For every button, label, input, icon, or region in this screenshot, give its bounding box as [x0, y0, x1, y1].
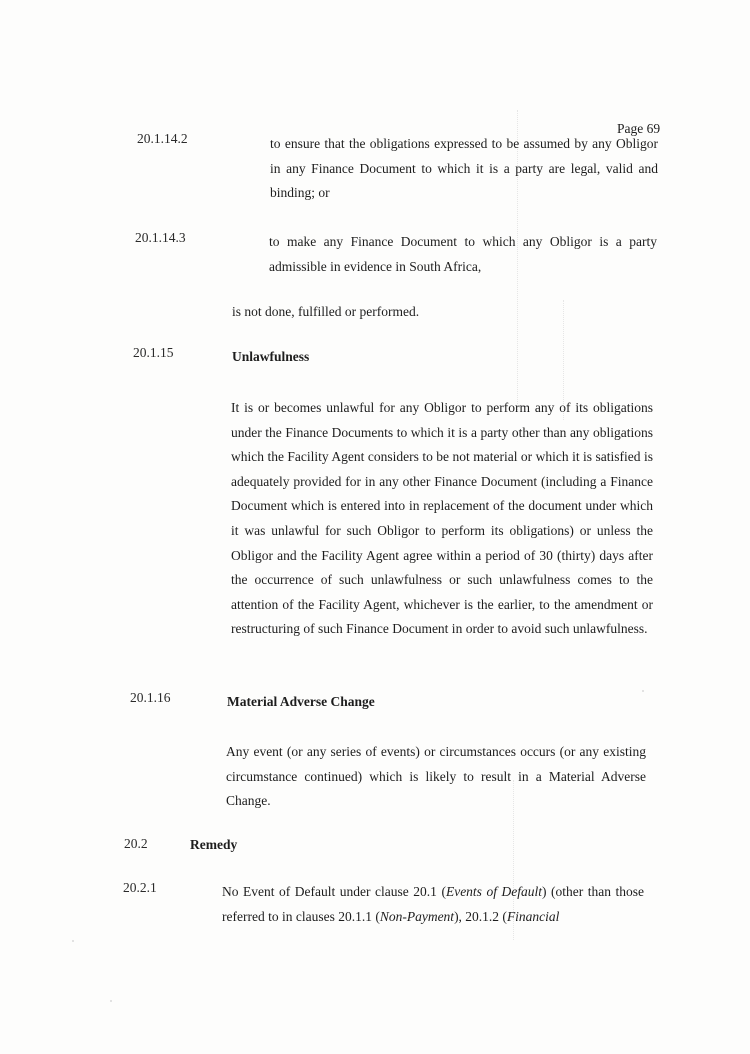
remedy-text-part: No Event of Default under clause 20.1 ( [222, 884, 446, 899]
clause-reference: Events of Default [445, 884, 542, 899]
remedy-text-part: ), 20.1.2 ( [454, 908, 507, 924]
section-heading: Unlawfulness [232, 349, 310, 364]
clause-number: 20.2.1 [123, 880, 157, 895]
clause-reference: Financial [506, 908, 560, 924]
clause-number: 20.1.16 [130, 690, 171, 705]
section-heading: Material Adverse Change [227, 694, 375, 709]
section-text: It is or becomes unlawful for any Obligor to perform any of its obligations under the Finance Documents to which it is a party other than any obligations which the Facility Agent considers to be not material or which it is satisfied is adequately provided for in any other Finance Document (including a Finance Document which is entered into in replacement of the document under which it was unlawful for such Obligor to perform its obligations) or unless the Obligor and the Facility Agent agree within a period of 30 (thirty) days after the occurrence of such unlawfulness or such unlawfulness comes to the attention of the Facility Agent, whichever is the earlier, to the amendment or restructuring of such Finance Document in order to avoid such unlawfulness. [231, 400, 653, 637]
trailing-text: is not done, fulfilled or performed. [232, 304, 420, 319]
remedy-clause-text [222, 880, 644, 929]
scan-artifact [110, 1000, 112, 1002]
page-number: Page 69 [617, 121, 661, 136]
remedy-text-part: ) (other than those referred to in clauses 20.1.1 ( [222, 884, 645, 924]
section-heading: Remedy [190, 837, 238, 852]
scan-artifact [72, 940, 74, 942]
clause-number: 20.2 [124, 836, 148, 851]
clause-text: to ensure that the obligations expressed to be assumed by any Obligor in any Finance Document to which it is a party are legal, valid and binding; or [270, 136, 658, 201]
clause-number: 20.1.15 [133, 345, 174, 360]
section-text: Any event (or any series of events) or circumstances occurs (or any existing circumstance continued) which is likely to result in a Material Adverse Change. [226, 744, 646, 809]
clause-number: 20.1.14.2 [137, 131, 188, 146]
clause-number: 20.1.14.3 [135, 230, 186, 245]
clause-reference: Non-Payment [379, 908, 455, 924]
scan-artifact [642, 690, 644, 692]
clause-text: to make any Finance Document to which any Obligor is a party admissible in evidence in South Africa, [269, 234, 657, 274]
